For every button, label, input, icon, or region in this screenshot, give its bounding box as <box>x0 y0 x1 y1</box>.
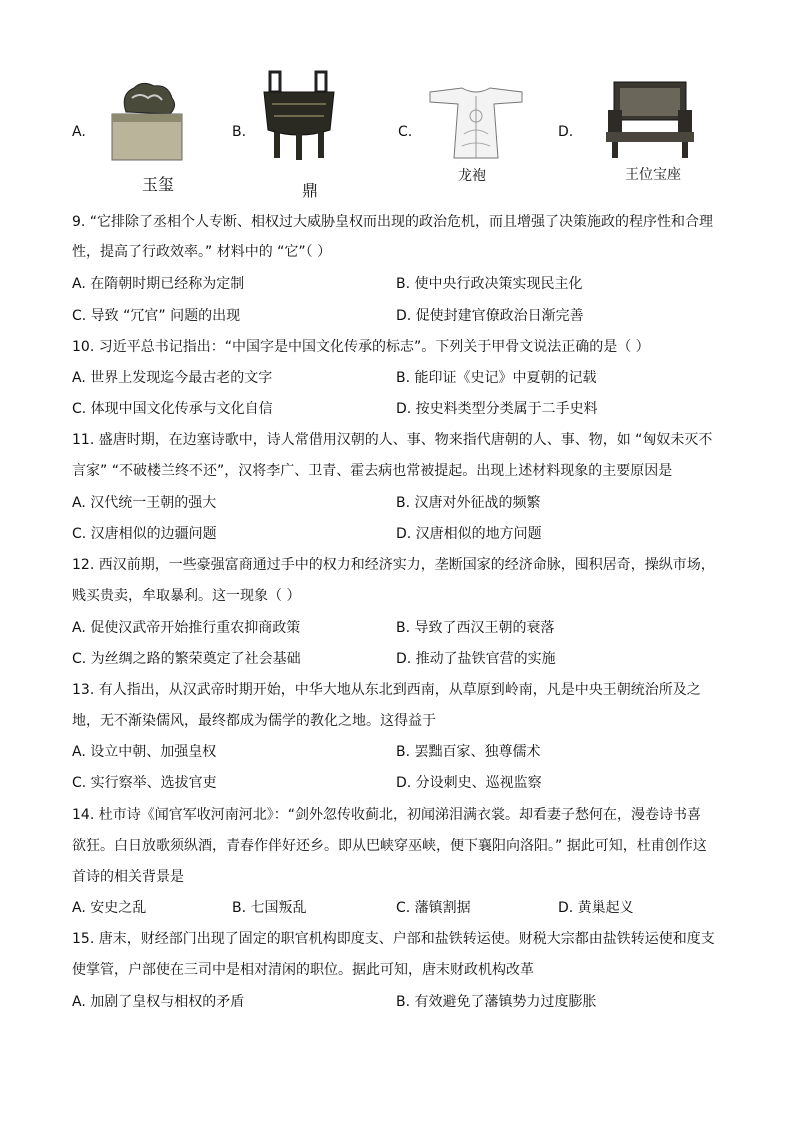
question-stem-line: 使掌管，户部使在三司中是相对清闲的职位。据此可知，唐末财政机构改革 <box>72 962 534 978</box>
question-stem-line: 性，提高了行政效率。” 材料中的 “它”（ ） <box>72 244 332 260</box>
question-stem-line: 地，无不渐染儒风，最终都成为儒学的教化之地。这得益于 <box>72 713 436 729</box>
option-a[interactable]: A. 汉代统一王朝的强大 <box>72 495 217 511</box>
option-b[interactable]: B. 导致了西汉王朝的衰落 <box>396 620 555 636</box>
option-c[interactable]: C. 体现中国文化传承与文化自信 <box>72 401 273 417</box>
question-stem-line: 12. 西汉前期，一些豪强富商通过手中的权力和经济实力，垄断国家的经济命脉，囤积居奇，操纵市场， <box>72 557 715 573</box>
question-stem-line: 贱买贵卖，牟取暴利。这一现象（ ） <box>72 588 301 604</box>
dragon-robe-icon <box>428 84 524 160</box>
option-d[interactable]: D. 促使封建官僚政治日渐完善 <box>396 308 584 324</box>
option-b[interactable]: B. 汉唐对外征战的频繁 <box>396 495 541 511</box>
option-a[interactable]: A. 安史之乱 <box>72 900 147 916</box>
image-letter: B. <box>232 124 247 140</box>
question-stem-line: 欲狂。白日放歌须纵酒，青春作伴好还乡。即从巴峡穿巫峡，便下襄阳向洛阳。” 据此可知，杜甫创作这 <box>72 838 707 854</box>
option-d[interactable]: D. 分设刺史、巡视监察 <box>396 775 542 791</box>
image-letter: A. <box>72 124 86 140</box>
option-c[interactable]: C. 为丝绸之路的繁荣奠定了社会基础 <box>72 651 301 667</box>
question-stem-line: 言家” “不破楼兰终不还”，汉将李广、卫青、霍去病也常被提起。出现上述材料现象的主要原因是 <box>72 463 673 479</box>
option-a[interactable]: A. 设立中朝、加强皇权 <box>72 744 217 760</box>
option-d[interactable]: D. 按史料类型分类属于二手史料 <box>396 401 598 417</box>
image-caption: 鼎 <box>302 181 319 200</box>
question-stem-line: 14. 杜市诗《闻官军收河南河北》：“剑外忽传收蓟北，初闻涕泪满衣裳。却看妻子愁何在，漫卷诗书喜 <box>72 807 701 823</box>
option-c[interactable]: C. 藩镇割据 <box>396 900 471 916</box>
image-letter: D. <box>558 124 574 140</box>
jade-seal-icon <box>96 74 196 170</box>
option-b[interactable]: B. 罢黜百家、独尊儒术 <box>396 744 541 760</box>
image-caption: 王位宝座 <box>625 167 681 183</box>
option-d[interactable]: D. 汉唐相似的地方问题 <box>396 526 542 542</box>
option-a[interactable]: A. 世界上发现迄今最古老的文字 <box>72 370 273 386</box>
option-d[interactable]: D. 黄巢起义 <box>558 900 634 916</box>
question-stem-line: 首诗的相关背景是 <box>72 869 184 885</box>
question-stem-line: 10. 习近平总书记指出：“中国字是中国文化传承的标志”。下列关于甲骨文说法正确的是（ ） <box>72 339 650 355</box>
option-c[interactable]: C. 实行察举、选拔官吏 <box>72 775 217 791</box>
option-b[interactable]: B. 使中央行政决策实现民主化 <box>396 276 583 292</box>
question-stem-line: 15. 唐末，财经部门出现了固定的职官机构即度支、户部和盐铁转运使。财税大宗都由盐铁转运使和度支 <box>72 931 715 947</box>
option-a[interactable]: A. 促使汉武帝开始推行重农抑商政策 <box>72 620 301 636</box>
option-b[interactable]: B. 七国叛乱 <box>232 900 307 916</box>
option-c[interactable]: C. 汉唐相似的边疆问题 <box>72 526 217 542</box>
bronze-ding-icon <box>258 70 340 166</box>
option-b[interactable]: B. 能印证《史记》中夏朝的记载 <box>396 370 597 386</box>
option-b[interactable]: B. 有效避免了藩镇势力过度膨胀 <box>396 994 597 1010</box>
question-stem-line: 9. “它排除了丞相个人专断、相权过大威胁皇权而出现的政治危机，而且增强了决策施政的程序性和合理 <box>72 214 714 230</box>
option-a[interactable]: A. 在隋朝时期已经称为定制 <box>72 276 245 292</box>
image-caption: 龙袍 <box>458 168 486 184</box>
option-c[interactable]: C. 导致 “冗官” 问题的出现 <box>72 308 241 324</box>
question-stem-line: 11. 盛唐时期，在边塞诗歌中，诗人常借用汉朝的人、事、物来指代唐朝的人、事、物，如 “匈奴未灭不 <box>72 432 713 448</box>
option-a[interactable]: A. 加剧了皇权与相权的矛盾 <box>72 994 245 1010</box>
option-d[interactable]: D. 推动了盐铁官营的实施 <box>396 651 556 667</box>
image-caption: 玉玺 <box>142 175 175 194</box>
throne-icon <box>600 76 700 160</box>
question-stem-line: 13. 有人指出，从汉武帝时期开始，中华大地从东北到西南，从草原到岭南，凡是中央王朝统治所及之 <box>72 682 701 698</box>
image-letter: C. <box>398 124 413 140</box>
